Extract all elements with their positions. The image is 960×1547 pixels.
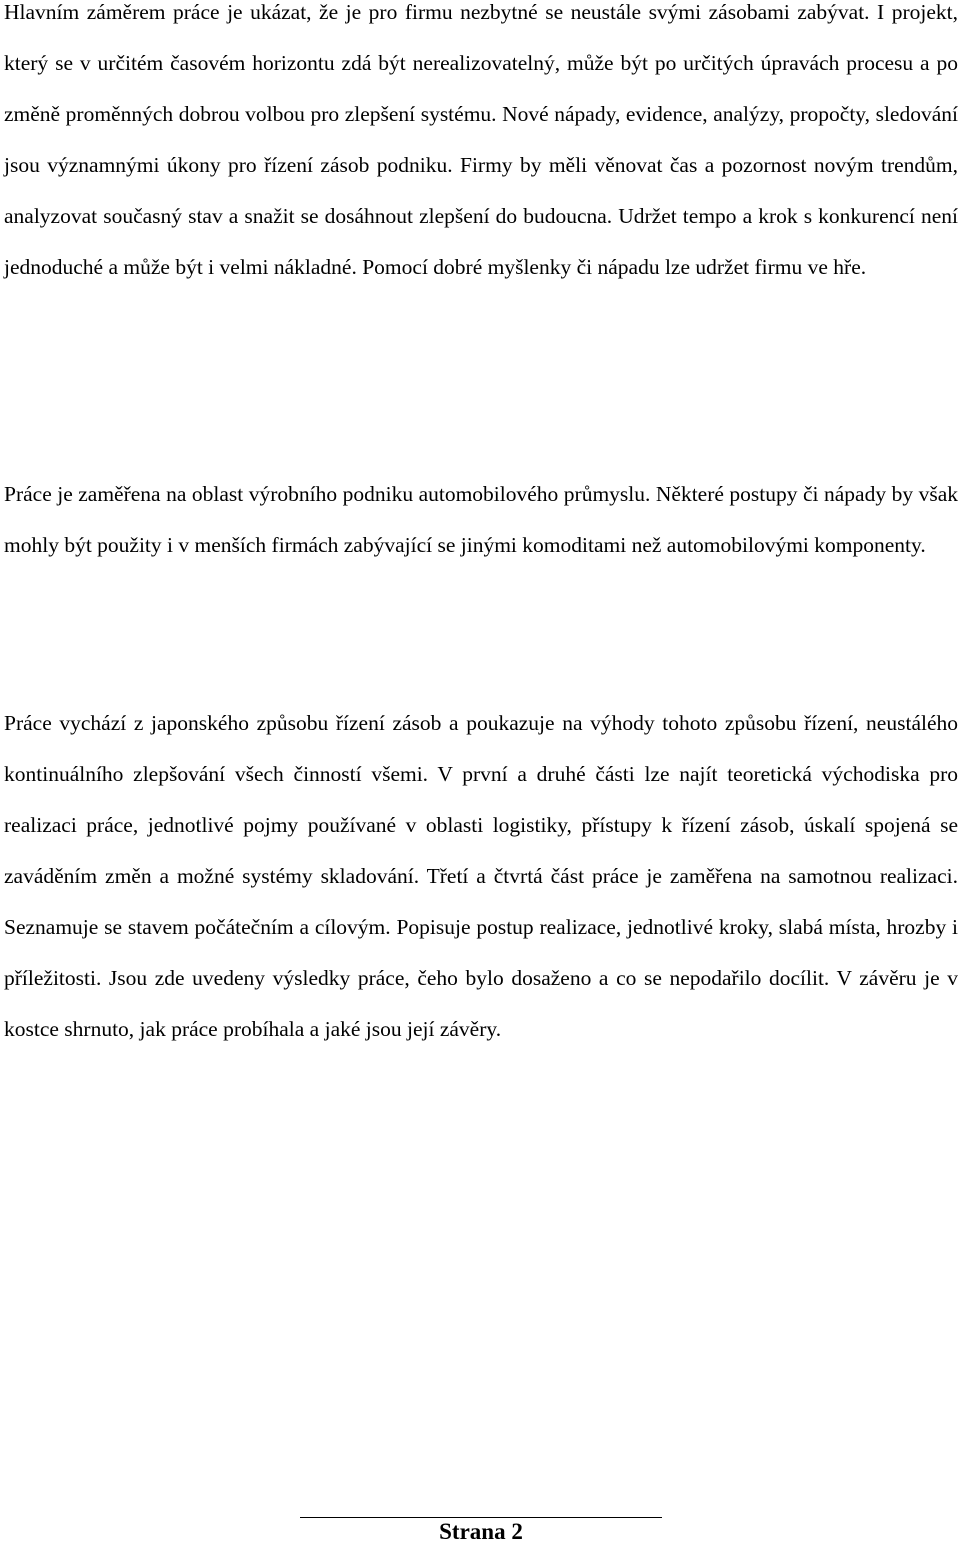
paragraph-focus-area: Práce je zaměřena na oblast výrobního podniku automobilového průmyslu. Některé postupy či nápady by však mohly být použity i v menších firmách zabývající se jinými komoditami než automobilovými komponenty. — [4, 482, 958, 557]
page-number: Strana 2 — [439, 1519, 523, 1544]
paragraph-main-goal: Hlavním záměrem práce je ukázat, že je pro firmu nezbytné se neustále svými zásobami zabývat. I projekt, který se v určitém časovém horizontu zdá být nerealizovatelný, může být po určitých úpravách procesu a po změně proměnných dobrou volbou pro zlepšení systému. Nové nápady, evidence, analýzy, propočty, sledování jsou významnými úkony pro řízení zásob podniku. Firmy by měli věnovat čas a pozornost novým trendům, analyzovat současný stav a snažit se dosáhnout zlepšení do budoucna. Udržet tempo a krok s konkurencí není jednoduché a může být i velmi nákladné. Pomocí dobré myšlenky či nápadu lze udržet firmu ve hře. — [4, 0, 958, 279]
paragraph-structure: Práce vychází z japonského způsobu řízení zásob a poukazuje na výhody tohoto způsobu řízení, neustálého kontinuálního zlepšování všech činností všemi. V první a druhé části lze najít teoretická východiska pro realizaci práce, jednotlivé pojmy používané v oblasti logistiky, přístupy k řízení zásob, úskalí spojená se zaváděním změn a možné systémy skladování. Třetí a čtvrtá část práce je zaměřena na samotnou realizaci. Seznamuje se stavem počátečním a cílovým. Popisuje postup realizace, jednotlivé kroky, slabá místa, hrozby i příležitosti. Jsou zde uvedeny výsledky práce, čeho bylo dosaženo a co se nepodařilo docílit. V závěru je v kostce shrnuto, jak práce probíhala a jaké jsou její závěry. — [4, 711, 958, 1041]
